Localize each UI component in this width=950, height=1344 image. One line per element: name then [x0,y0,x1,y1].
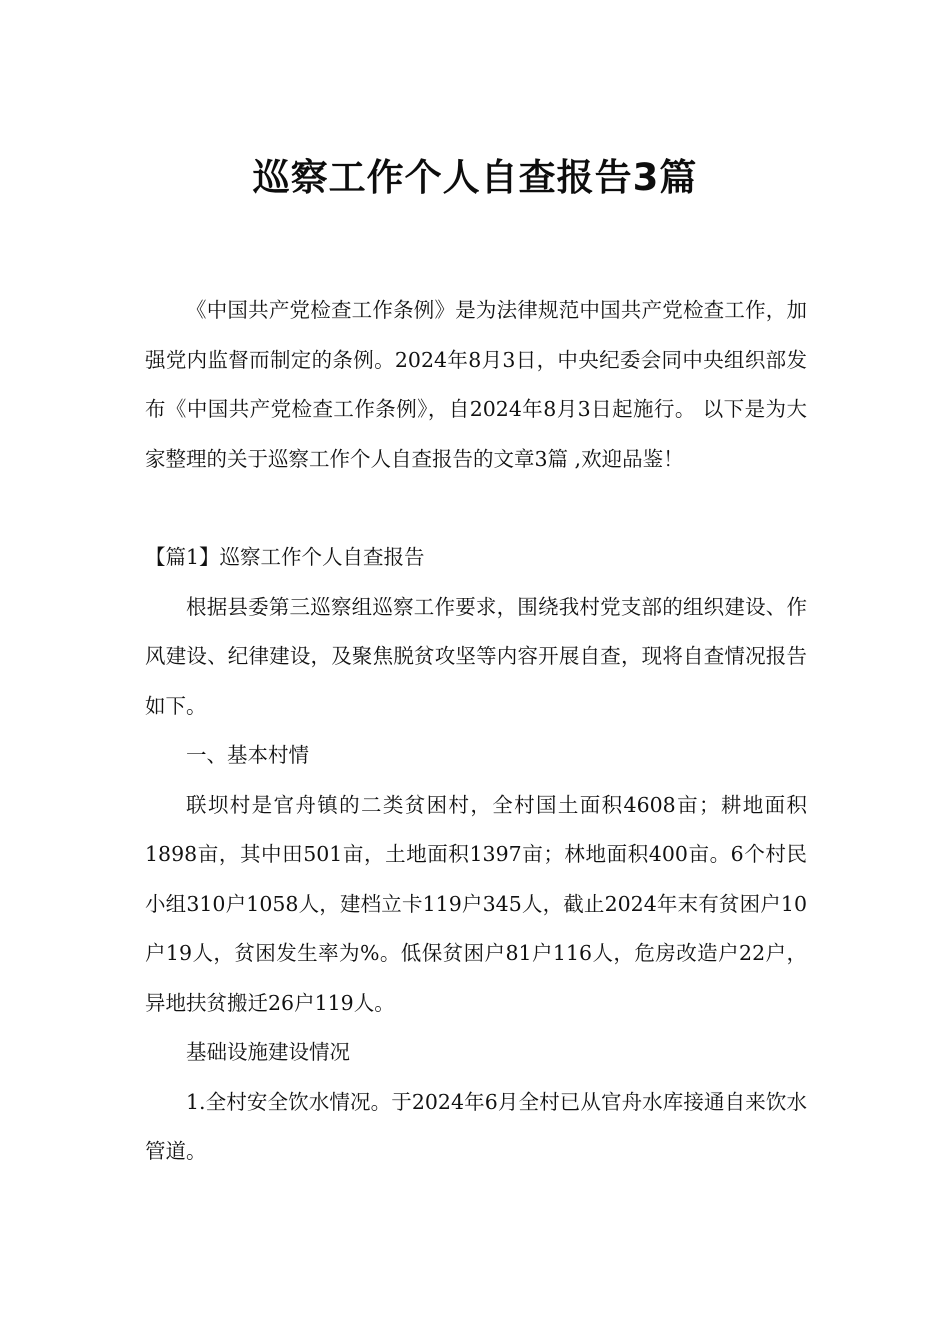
intro-paragraph: 《中国共产党检查工作条例》是为法律规范中国共产党检查工作，加强党内监督而制定的条例。2024年8月3日，中央纪委会同中央组织部发布《中国共产党检查工作条例》，自2024年8月3日起施行。 以下是为大家整理的关于巡察工作个人自查报告的文章3篇 ,欢迎品鉴！ [145,298,807,471]
subheading-infrastructure: 基础设施建设情况 [186,1040,350,1064]
document-body [145,286,807,1177]
body-paragraph: 1.全村安全饮水情况。于2024年6月全村已从官舟水库接通自来饮水管道。 [145,1089,807,1163]
document-title: 巡察工作个人自查报告3篇 [252,155,698,199]
body-paragraph: 联坝村是官舟镇的二类贫困村，全村国土面积4608亩；耕地面积1898亩，其中田501亩，土地面积1397亩；林地面积400亩。6个村民小组310户1058人，建档立卡119户345人，截止2024年末有贫困户10户19人，贫困发生率为%。低保贫困户81户116人，危房改造户22户，异地扶贫搬迁26户119人。 [145,792,807,1015]
subheading-basic-village-info: 一、基本村情 [186,743,309,767]
body-paragraph: 根据县委第三巡察组巡察工作要求，围绕我村党支部的组织建设、作风建设、纪律建设，及聚焦脱贫攻坚等内容开展自查，现将自查情况报告如下。 [145,594,807,718]
section-heading-part1: 【篇1】巡察工作个人自查报告 [145,545,425,569]
